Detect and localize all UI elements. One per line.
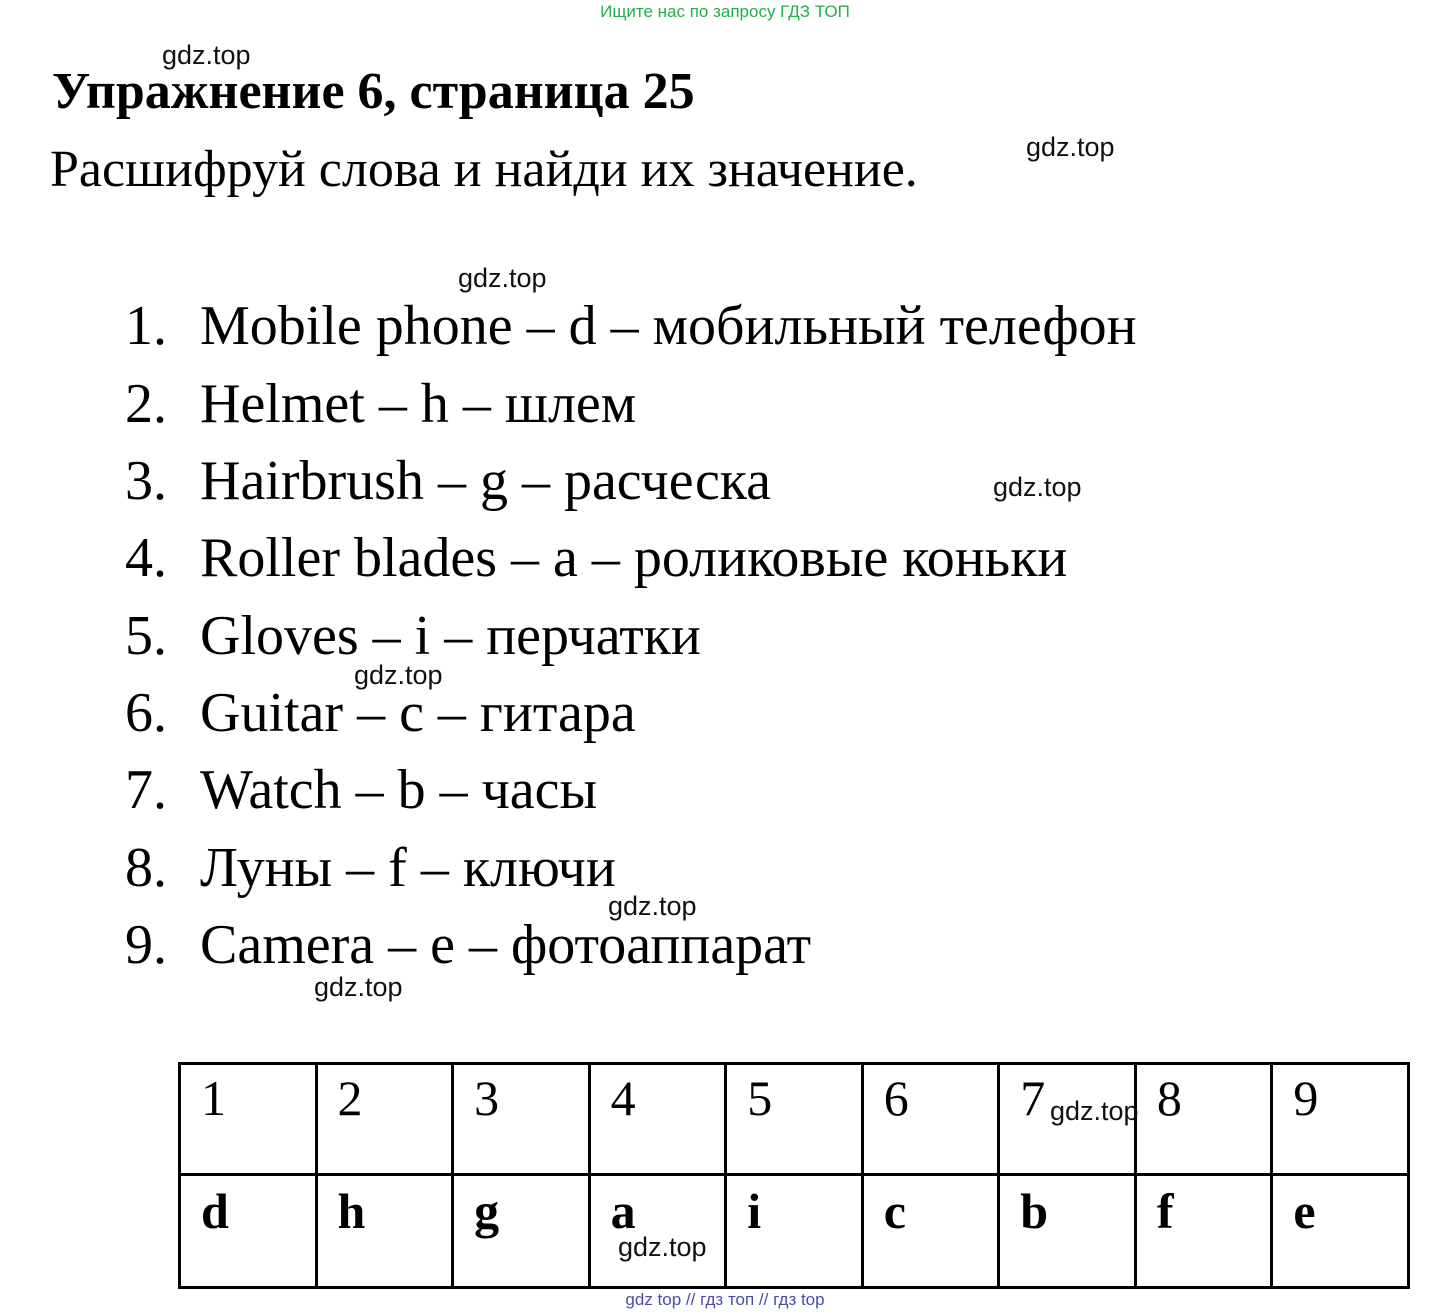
table-cell-answer: g [453,1175,590,1288]
table-cell-answer: b [999,1175,1136,1288]
table-cell-number: 1 [180,1064,317,1175]
table-cell-answer: e [1272,1175,1409,1288]
exercise-title: Упражнение 6, страница 25 [52,63,695,120]
watermark: gdz.top [1050,1096,1139,1126]
table-cell-number: 8 [1135,1064,1272,1175]
watermark: gdz.top [162,40,251,70]
table-row-answers [180,1175,1409,1288]
table-cell-answer: i [726,1175,863,1288]
table-cell-number: 2 [316,1064,453,1175]
watermark: gdz.top [354,660,443,690]
item-number: 2. [125,373,167,435]
top-banner[interactable]: Ищите нас по запросу ГДЗ ТОП [600,2,850,21]
item-text: Луны – f – ключи [200,837,616,899]
item-number: 9. [125,914,167,976]
watermark: gdz.top [993,472,1082,502]
item-text: Roller blades – a – роликовые коньки [200,527,1068,589]
watermark: gdz.top [458,263,547,293]
table-cell-number: 9 [1272,1064,1409,1175]
table-cell-number: 3 [453,1064,590,1175]
item-text: Helmet – h – шлем [200,373,637,435]
table-row-numbers [180,1064,1409,1175]
watermark: gdz.top [618,1232,707,1262]
item-text: Gloves – i – перчатки [200,605,701,667]
watermark: gdz.top [608,891,697,921]
item-number: 8. [125,837,167,899]
item-number: 6. [125,682,167,744]
item-text: Camera – e – фотоаппарат [200,914,812,976]
table-cell-number: 5 [726,1064,863,1175]
exercise-instruction: Расшифруй слова и найди их значение. [50,141,918,198]
table-cell-number: 7 [999,1064,1136,1175]
table-cell-number: 6 [862,1064,999,1175]
table-cell-answer: h [316,1175,453,1288]
footer-links[interactable]: gdz top // гдз топ // гдз top [625,1290,825,1309]
item-text: Watch – b – часы [200,759,598,821]
item-number: 1. [125,295,167,357]
table-cell-number: 4 [589,1064,726,1175]
table-cell-answer: c [862,1175,999,1288]
item-text: Guitar – c – гитара [200,682,636,744]
table-cell-answer: f [1135,1175,1272,1288]
table-cell-answer: a [589,1175,726,1288]
watermark: gdz.top [1026,132,1115,162]
item-number: 7. [125,759,167,821]
answer-table [178,1062,1410,1289]
table-cell-answer: d [180,1175,317,1288]
item-number: 5. [125,605,167,667]
item-text: Mobile phone – d – мобильный телефон [200,295,1137,357]
item-text: Hairbrush – g – расческа [200,450,772,512]
item-number: 4. [125,527,167,589]
item-number: 3. [125,450,167,512]
watermark: gdz.top [314,972,403,1002]
